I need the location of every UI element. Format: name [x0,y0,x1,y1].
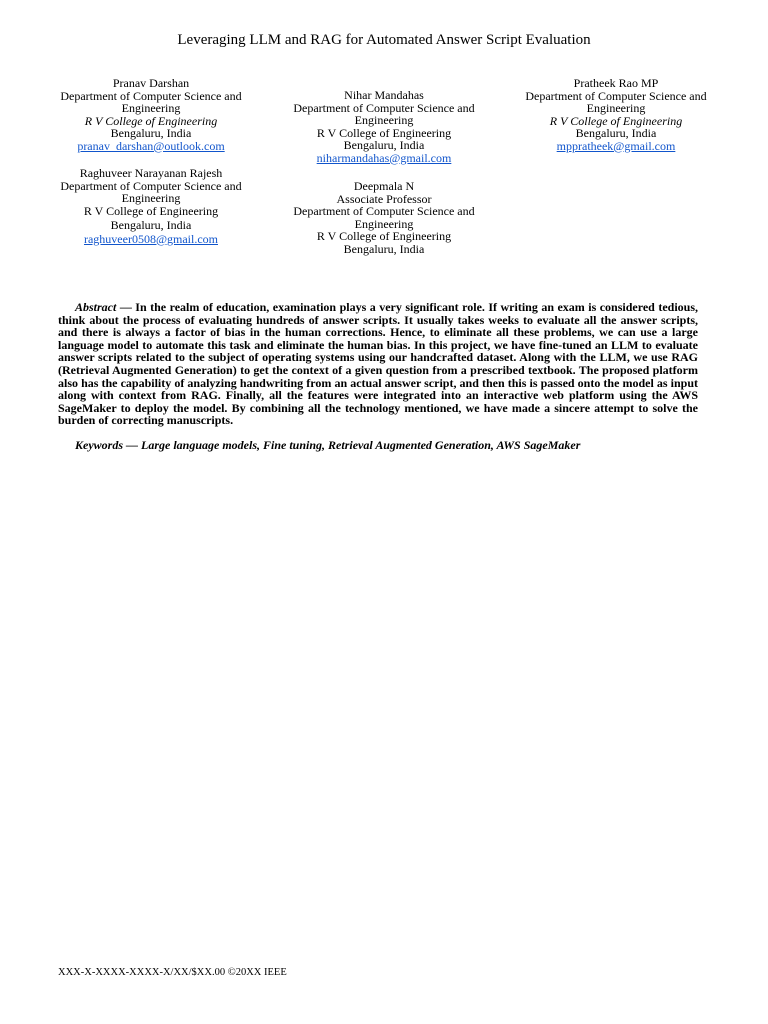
author-name: Pranav Darshan [112,76,190,90]
author-email-link[interactable]: pranav_darshan@outlook.com [77,138,225,153]
author-email-link[interactable]: raghuveer0508@gmail.com [83,231,218,246]
author-college: R V College of Engineering [84,113,218,128]
author-name: Nihar Mandahas [344,88,424,102]
abstract-separator: — [116,300,136,314]
keywords-paragraph [58,438,698,452]
author-college: R V College of Engineering [549,113,683,128]
author-location: Bengaluru, India [110,126,192,140]
author-block-3 [516,77,716,152]
author-block-2 [284,89,484,164]
author-college: R V College of Engineering [83,203,219,218]
author-department: Department of Computer Science and Engineering [293,100,475,127]
author-college: R V College of Engineering [316,229,452,243]
author-block-4 [51,167,251,245]
author-department: Department of Computer Science and Engineering [60,178,242,205]
author-email-link[interactable]: niharmandahas@gmail.com [316,150,452,165]
author-email-link[interactable]: mppratheek@gmail.com [556,138,676,153]
keywords-label: Keywords [75,438,123,452]
author-college: R V College of Engineering [316,125,452,140]
author-location: Bengaluru, India [110,218,192,232]
abstract-text: In the realm of education, examination plays a very significant role. If writing an exam is considered tedious, think about the process of evaluating hundreds of answer scripts. It usually takes weeks to evaluate all the answer scripts, and there is always a factor of bias in the human corrections. Hence, to eliminate all these problems, we can use a large language model to automate this task and eliminate the human bias. In this project, we have fine-tuned an LLM to evaluate answer scripts related to the subject of operating systems using our handcrafted dataset. Along with the LLM, we use RAG (Retrieval Augmented Generation) to get the context of a given question from a prescribed textbook. The proposed platform also has the capability of analyzing handwriting from an actual answer script, and then this is passed onto the model as input along with context from RAG. Finally, all the features were integrated into an interactive web platform using the AWS SageMaker to deploy the model. By combining all the technology mentioned, we have made a sincere attempt to solve the burden of correcting manuscripts. [58,300,698,428]
abstract-label: Abstract [75,300,117,314]
author-location: Bengaluru, India [575,126,657,140]
copyright-footer: XXX-X-XXXX-XXXX-X/XX/$XX.00 ©20XX IEEE [58,967,287,978]
author-position: Associate Professor [336,191,432,206]
author-block-1 [51,77,251,152]
keywords-text: Large language models, Fine tuning, Retrieval Augmented Generation, AWS SageMaker [141,438,581,452]
author-department: Department of Computer Science and Engineering [525,88,707,115]
author-location: Bengaluru, India [343,138,425,152]
author-block-5 [284,180,484,255]
paper-title: Leveraging LLM and RAG for Automated Answer Script Evaluation [177,32,591,48]
author-location: Bengaluru, India [343,241,425,256]
author-department: Department of Computer Science and Engineering [293,204,475,231]
author-name: Deepmala N [353,179,415,193]
abstract-paragraph [58,301,698,427]
author-department: Department of Computer Science and Engineering [60,88,242,115]
keywords-separator: — [123,438,141,452]
author-name: Raghuveer Narayanan Rajesh [79,166,223,180]
author-name: Pratheek Rao MP [573,76,659,90]
